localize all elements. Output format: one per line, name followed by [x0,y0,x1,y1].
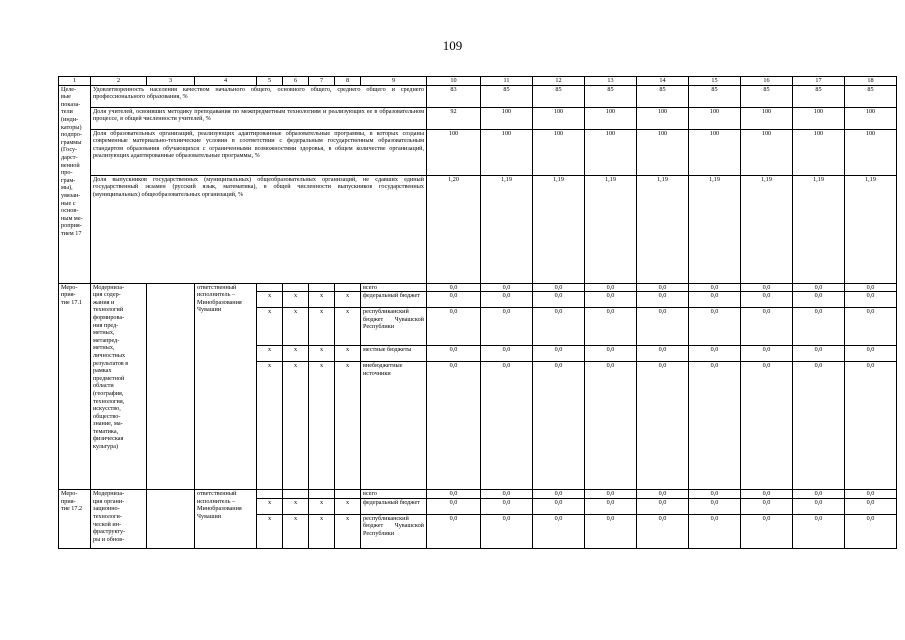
page-number: 109 [442,38,463,53]
indicator-text: Доля выпускников государственных (муниципальных) общеобразовательных организаций, не сдавших единый государственный экзамен (русский язык, математика), в общей численности выпускников государственных (муниципальных) общеобразовательных организаций, % [91,175,427,283]
budget-code: x [257,292,283,308]
indicator-text: Доля учителей, освоивших методику преподавания по межпредметным технологиям и реализующих ее в образовательном процессе, в общей численности учителей, % [91,107,427,129]
column-number: 3 [147,77,195,86]
funding-value: 0,0 [793,292,845,308]
funding-value: 0,0 [427,498,481,514]
funding-value: 0,0 [637,514,689,548]
column-number-row [59,77,897,86]
indicator-row [59,107,897,129]
budget-code: x [283,292,309,308]
budget-code: x [283,514,309,548]
funding-value: 0,0 [481,498,533,514]
indicator-value: 1,20 [427,175,481,283]
funding-value: 0,0 [585,498,637,514]
budget-code: x [257,346,283,362]
budget-code: x [283,346,309,362]
column-number: 9 [361,77,427,86]
funding-source: федеральный бюджет [361,498,427,514]
column-number: 12 [533,77,585,86]
indicator-value: 1,19 [585,175,637,283]
event-executor: ответственный исполнитель – Минобразования Чувашии [195,283,257,490]
event-executor: ответственный исполнитель – Минобразования Чувашии [195,490,257,549]
funding-value: 0,0 [427,362,481,490]
indicator-value: 83 [427,85,481,107]
indicator-value: 100 [793,107,845,129]
funding-value: 0,0 [637,490,689,499]
event-name: Модерниза- ция органи- зационно- технологи- ческой ин- фраструкту- ры и обнов- [91,490,147,549]
funding-value: 0,0 [689,514,741,548]
funding-value: 0,0 [793,308,845,346]
indicator-value: 85 [793,85,845,107]
targets-label: Целе- вые показа- тели (инди- каторы) подпро- граммы (Госу- дарст- венной про- грам- мы), увязан- ные с основ- ным ме- роприя- тием 17 [59,85,91,283]
funding-source: всего [361,283,427,292]
funding-value: 0,0 [427,346,481,362]
funding-value: 0,0 [793,346,845,362]
funding-value: 0,0 [689,346,741,362]
funding-value: 0,0 [637,283,689,292]
budget-code: x [283,362,309,490]
funding-value: 0,0 [845,490,897,499]
funding-value: 0,0 [741,346,793,362]
column-number: 11 [481,77,533,86]
budget-code: x [335,362,361,490]
funding-value: 0,0 [585,308,637,346]
funding-value: 0,0 [845,346,897,362]
funding-value: 0,0 [689,283,741,292]
column-number: 10 [427,77,481,86]
indicator-value: 1,19 [637,175,689,283]
funding-value: 0,0 [427,283,481,292]
budget-code: x [335,514,361,548]
funding-value: 0,0 [481,292,533,308]
funding-value: 0,0 [481,362,533,490]
funding-value: 0,0 [793,514,845,548]
funding-value: 0,0 [427,292,481,308]
funding-value: 0,0 [481,490,533,499]
indicator-value: 1,19 [793,175,845,283]
funding-value: 0,0 [585,514,637,548]
column-number: 8 [335,77,361,86]
event-id: Меро- прия- тие 17.2 [59,490,91,549]
funding-value: 0,0 [845,362,897,490]
funding-value: 0,0 [845,498,897,514]
indicator-value: 100 [637,107,689,129]
indicator-value: 85 [533,85,585,107]
funding-source: местные бюджеты [361,346,427,362]
event-empty-cell [147,283,195,490]
indicator-value: 100 [845,129,897,175]
event-empty-cell [147,490,195,549]
funding-value: 0,0 [481,346,533,362]
funding-source: федеральный бюджет [361,292,427,308]
funding-value: 0,0 [741,490,793,499]
funding-value: 0,0 [585,346,637,362]
funding-value: 0,0 [427,308,481,346]
funding-value: 0,0 [533,283,585,292]
budget-code: x [309,308,335,346]
budget-code: x [257,498,283,514]
funding-value: 0,0 [533,362,585,490]
indicator-value: 100 [741,129,793,175]
funding-value: 0,0 [741,498,793,514]
budget-code: x [335,292,361,308]
funding-value: 0,0 [741,514,793,548]
indicator-value: 100 [481,107,533,129]
column-number: 13 [585,77,637,86]
funding-value: 0,0 [845,283,897,292]
funding-value: 0,0 [689,362,741,490]
indicator-row [59,85,897,107]
funding-source: внебюджетные источники [361,362,427,490]
indicator-value: 100 [689,129,741,175]
funding-value: 0,0 [689,490,741,499]
funding-value: 0,0 [637,362,689,490]
column-number: 1 [59,77,91,86]
funding-value: 0,0 [637,292,689,308]
funding-value: 0,0 [689,308,741,346]
budget-code: x [283,308,309,346]
indicator-value: 85 [637,85,689,107]
funding-value: 0,0 [637,308,689,346]
budget-code [257,490,283,499]
funding-value: 0,0 [845,514,897,548]
column-number: 4 [195,77,257,86]
indicator-value: 85 [689,85,741,107]
column-number: 16 [741,77,793,86]
funding-value: 0,0 [481,283,533,292]
budget-code: x [309,498,335,514]
funding-value: 0,0 [689,498,741,514]
budget-code: x [257,514,283,548]
funding-value: 0,0 [793,362,845,490]
funding-value: 0,0 [533,490,585,499]
funding-value: 0,0 [585,362,637,490]
indicator-value: 100 [585,107,637,129]
indicator-value: 100 [793,129,845,175]
indicator-value: 1,19 [845,175,897,283]
funding-value: 0,0 [585,292,637,308]
funding-value: 0,0 [585,490,637,499]
indicator-value: 1,19 [689,175,741,283]
funding-value: 0,0 [741,283,793,292]
funding-value: 0,0 [533,514,585,548]
budget-code [283,283,309,292]
funding-value: 0,0 [793,283,845,292]
funding-source: республиканский бюджет Чувашской Республики [361,308,427,346]
funding-value: 0,0 [481,308,533,346]
indicator-value: 100 [533,107,585,129]
budget-code [335,490,361,499]
funding-value: 0,0 [533,498,585,514]
funding-value: 0,0 [741,308,793,346]
budget-code: x [309,292,335,308]
funding-value: 0,0 [637,498,689,514]
indicator-value: 85 [481,85,533,107]
column-number: 15 [689,77,741,86]
budget-code: x [335,346,361,362]
funding-value: 0,0 [845,308,897,346]
funding-value: 0,0 [427,514,481,548]
indicator-value: 100 [689,107,741,129]
event-finance-row [59,283,897,292]
budget-code: x [257,362,283,490]
budget-code [309,490,335,499]
event-id: Меро- прия- тие 17.1 [59,283,91,490]
program-table [58,76,897,549]
budget-code: x [283,498,309,514]
indicator-value: 1,19 [533,175,585,283]
budget-code: x [309,362,335,490]
indicator-value: 100 [481,129,533,175]
indicator-value: 85 [741,85,793,107]
indicator-value: 1,19 [741,175,793,283]
funding-value: 0,0 [533,346,585,362]
indicator-value: 100 [741,107,793,129]
funding-value: 0,0 [793,498,845,514]
indicator-value: 92 [427,107,481,129]
column-number: 6 [283,77,309,86]
event-name: Модерниза- ция содер- жания и технологий формирова- ния пред- метных, метапред- метных, личностных результатов в рамках предметной области (география, технология, искусство, общество- знание, ма- тематика, физическая культура) [91,283,147,490]
budget-code: x [335,308,361,346]
funding-value: 0,0 [741,292,793,308]
indicator-value: 100 [533,129,585,175]
budget-code [257,283,283,292]
indicator-text: Доля образовательных организаций, реализующих адаптированные образовательные программы, в которых созданы современные материально-технические условия в соответствии с федеральным государственным образовательным стандартом образования обучающихся с ограниченными возможностями здоровья, в общем количестве организаций, реализующих адаптированные образовательные программы, % [91,129,427,175]
indicator-row [59,129,897,175]
funding-value: 0,0 [845,292,897,308]
column-number: 18 [845,77,897,86]
indicator-value: 100 [585,129,637,175]
funding-value: 0,0 [585,283,637,292]
indicator-value: 100 [845,107,897,129]
budget-code: x [257,308,283,346]
budget-code [309,283,335,292]
funding-value: 0,0 [533,292,585,308]
funding-value: 0,0 [793,490,845,499]
budget-code: x [335,498,361,514]
budget-code [335,283,361,292]
indicator-value: 85 [845,85,897,107]
column-number: 14 [637,77,689,86]
column-number: 5 [257,77,283,86]
funding-value: 0,0 [533,308,585,346]
indicator-value: 100 [427,129,481,175]
funding-value: 0,0 [637,346,689,362]
column-number: 7 [309,77,335,86]
funding-value: 0,0 [427,490,481,499]
funding-value: 0,0 [481,514,533,548]
budget-code: x [309,346,335,362]
column-number: 17 [793,77,845,86]
funding-value: 0,0 [741,362,793,490]
indicator-value: 1,19 [481,175,533,283]
funding-source: всего [361,490,427,499]
indicator-row [59,175,897,283]
event-finance-row [59,490,897,499]
budget-code: x [309,514,335,548]
column-number: 2 [91,77,147,86]
funding-value: 0,0 [689,292,741,308]
indicator-text: Удовлетворенность населения качеством начального общего, основного общего, среднего общего и среднего профессионального образования, % [91,85,427,107]
indicator-value: 100 [637,129,689,175]
budget-code [283,490,309,499]
indicator-value: 85 [585,85,637,107]
funding-source: республиканский бюджет Чувашской Республики [361,514,427,548]
